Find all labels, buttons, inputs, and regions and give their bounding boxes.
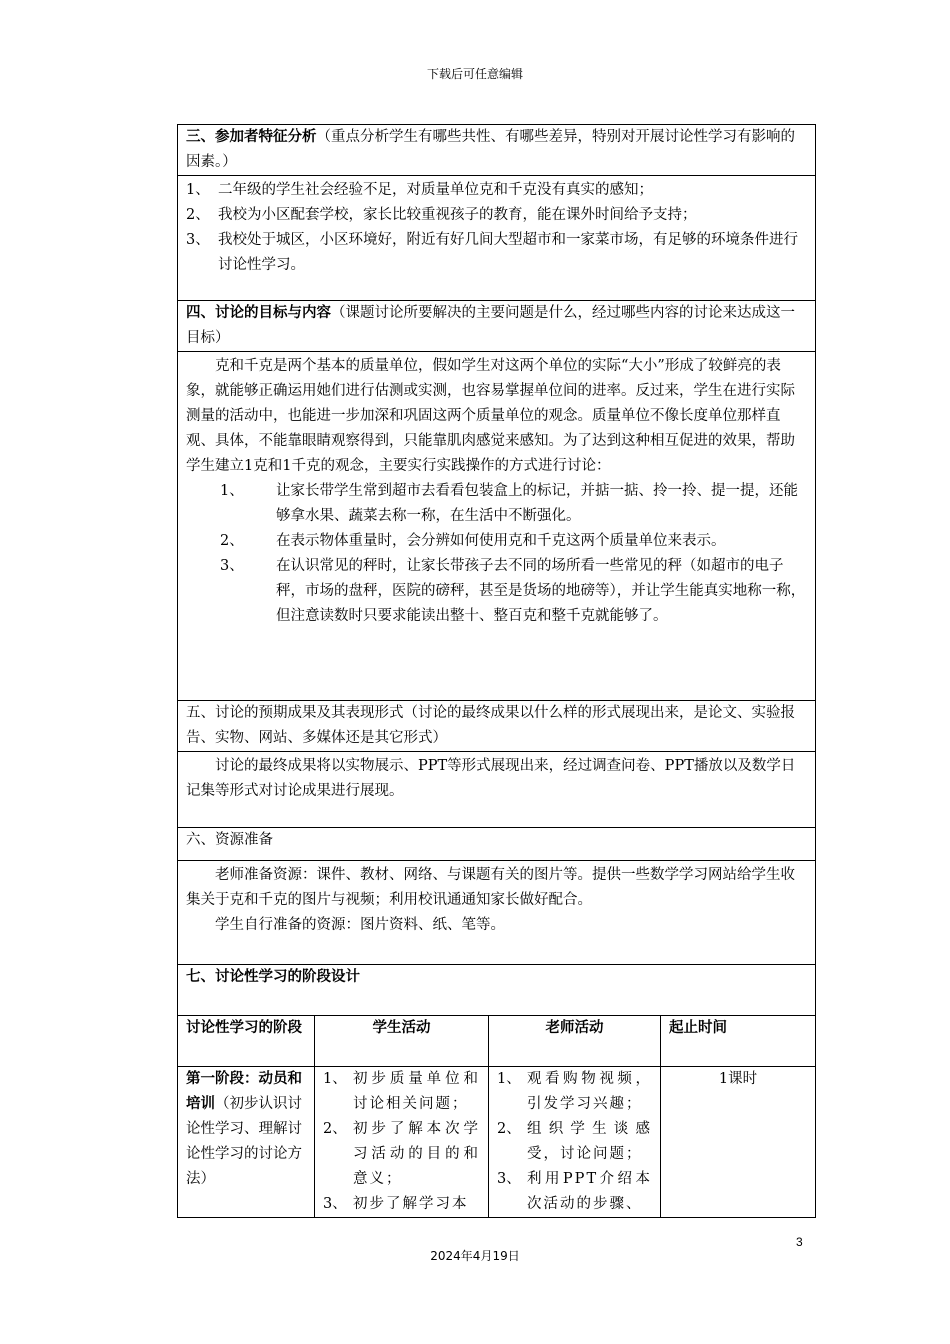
col-header-time: 起止时间 — [661, 1016, 816, 1067]
page-number: 3 — [796, 1235, 803, 1249]
stage1-time: 1课时 — [661, 1067, 816, 1218]
section3-title: 三、参加者特征分析 — [186, 129, 317, 145]
section6-teacher: 老师准备资源：课件、教材、网络、与课题有关的图片等。提供一些数学学习网站给学生收集关于克和千克的图片与视频；利用校讯通通知家长做好配合。 — [186, 867, 795, 908]
col-header-student: 学生活动 — [315, 1016, 489, 1067]
section3-heading — [178, 125, 816, 176]
section5-paragraph: 讨论的最终成果将以实物展示、PPT等形式展现出来，经过调查问卷、PPT播放以及数学日记集等形式对讨论成果进行展现。 — [186, 758, 796, 799]
stage1-name: 第一阶段：动员和培训 — [186, 1071, 302, 1112]
stage1-teacher-item: 3、 利用PPT介绍本次活动的步骤、 — [497, 1171, 652, 1212]
plan-table — [177, 124, 816, 1218]
section3-item: 2、 我校为小区配套学校，家长比较重视孩子的教育，能在课外时间给予支持； — [186, 207, 697, 223]
section6-heading: 六、资源准备 — [178, 828, 816, 861]
section4-paragraph: 克和千克是两个基本的质量单位，假如学生对这两个单位的实际“大小”形成了较鲜亮的表象，就能够正确运用她们进行估测或实测，也容易掌握单位间的进率。反过来，学生在进行实际测量的活动中，也能进一步加深和巩固这两个质量单位的观念。质量单位不像长度单位那样直观、具体，不能靠眼睛观察得到，只能靠肌肉感觉来感知。为了达到这种相互促进的效果，帮助学生建立1克和1千克的观念，主要实行实践操作的方式进行讨论： — [186, 358, 795, 474]
stage1-teacher-item: 1、 观看购物视频，引发学习兴趣； — [497, 1071, 652, 1112]
section7-title: 七、讨论性学习的阶段设计 — [186, 969, 360, 985]
page-header: 下载后可任意编辑 — [426, 67, 523, 81]
section3-item: 1、 二年级的学生社会经验不足，对质量单位克和千克没有真实的感知； — [186, 182, 653, 198]
section4-note: （课题讨论所要解决的主要问题是什么，经过哪些内容的讨论来达成这一目标） — [186, 305, 795, 346]
section6-body — [178, 861, 816, 965]
section3-item: 3、 我校处于城区，小区环境好，附近有好几间大型超市和一家菜市场，有足够的环境条件进行讨论性学习。 — [186, 232, 798, 273]
stage1-teacher-cell — [489, 1067, 661, 1218]
stage1-desc: （初步认识讨论性学习、理解讨论性学习的讨论方法） — [186, 1096, 302, 1187]
section3-body — [178, 176, 816, 301]
section4-item: 1、 让家长带学生常到超市去看看包装盒上的标记，并掂一掂、拎一拎、提一提，还能够拿水果、蔬菜去称一称，在生活中不断强化。 — [220, 483, 798, 524]
section4-item: 3、 在认识常见的秤时，让家长带孩子去不同的场所看一些常见的秤（如超市的电子秤，市场的盘秤，医院的磅秤，甚至是货场的地磅等），并让学生能真实地称一称，但注意读数时只要求能读出整十、整百克和整千克就能够了。 — [220, 558, 806, 624]
section4-title: 四、讨论的目标与内容 — [186, 305, 331, 321]
stage1-student-item: 2、 初步了解本次学习活动的目的和意义； — [323, 1121, 480, 1187]
col-header-stage: 讨论性学习的阶段 — [178, 1016, 315, 1067]
stage1-cell — [178, 1067, 315, 1218]
section6-student: 学生自行准备的资源：图片资料、纸、笔等。 — [215, 917, 505, 933]
stage1-student-item: 3、 初步了解学习本 — [323, 1196, 469, 1212]
section4-item: 2、 在表示物体重量时，会分辨如何使用克和千克这两个质量单位来表示。 — [220, 533, 726, 549]
section5-heading: 五、讨论的预期成果及其表现形式（讨论的最终成果以什么样的形式展现出来，是论文、实验报告、实物、网站、多媒体还是其它形式） — [178, 701, 816, 752]
section4-heading — [178, 301, 816, 352]
stage1-student-cell — [315, 1067, 489, 1218]
section5-body — [178, 752, 816, 828]
section7-heading — [178, 965, 816, 1016]
section3-note: （重点分析学生有哪些共性、有哪些差异，特别对开展讨论性学习有影响的因素。） — [186, 129, 795, 170]
stage1-student-item: 1、 初步质量单位和讨论相关问题； — [323, 1071, 480, 1112]
section4-body — [178, 352, 816, 701]
col-header-teacher: 老师活动 — [489, 1016, 661, 1067]
page-date: 2024年4月19日 — [430, 1249, 520, 1263]
stage1-teacher-item: 2、 组织学生谈感受，讨论问题； — [497, 1121, 652, 1162]
